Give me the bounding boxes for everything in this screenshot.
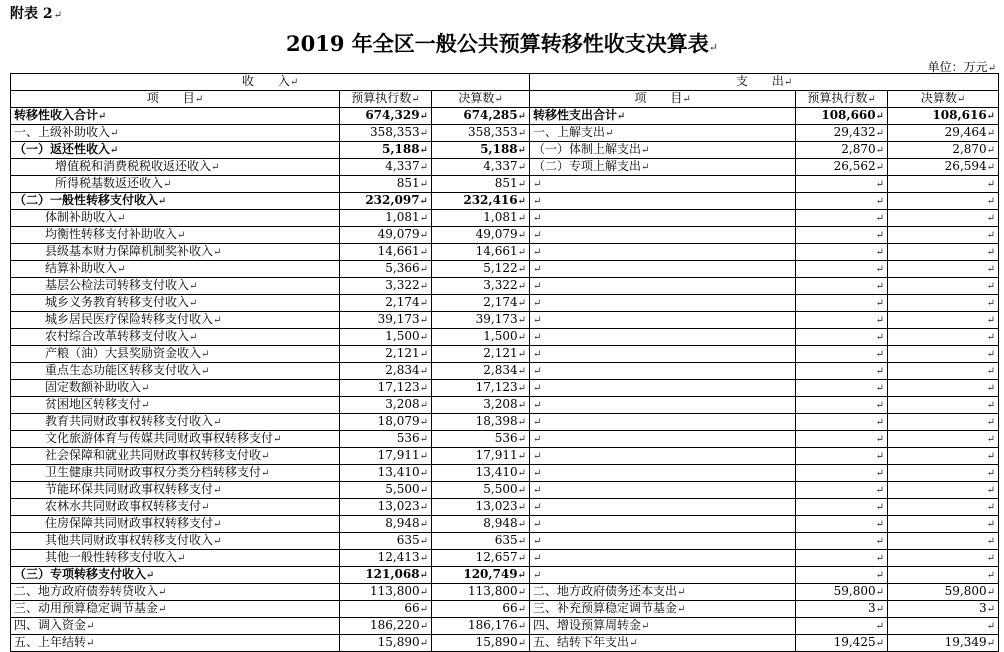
expense-budget-cell: ↵	[796, 193, 888, 210]
table-row	[11, 125, 999, 142]
table-row	[11, 261, 999, 278]
expense-final-cell: 29,464↵	[888, 125, 999, 142]
table-row	[11, 159, 999, 176]
section-header-row	[11, 74, 999, 91]
income-item-cell: 二、地方政府债券转贷收入↵	[11, 584, 340, 601]
income-item-cell: 三、动用预算稳定调节基金↵	[11, 601, 340, 618]
expense-budget-cell: ↵	[796, 550, 888, 567]
expense-item-cell: ↵	[530, 465, 796, 482]
expense-item-cell: ↵	[530, 227, 796, 244]
table-row	[11, 465, 999, 482]
expense-budget-cell: ↵	[796, 499, 888, 516]
expense-final-cell: ↵	[888, 295, 999, 312]
income-item-cell: 社会保障和就业共同财政事权转移支付收↵	[11, 448, 340, 465]
table-row	[11, 380, 999, 397]
income-budget-cell: 66↵	[340, 601, 432, 618]
income-final-cell: 2,174↵	[432, 295, 530, 312]
table-row	[11, 312, 999, 329]
income-final-cell: 851↵	[432, 176, 530, 193]
income-item-cell: 节能环保共同财政事权转移支付↵	[11, 482, 340, 499]
income-final-cell: 120,749↵	[432, 567, 530, 584]
table-row	[11, 397, 999, 414]
expense-item-cell: ↵	[530, 567, 796, 584]
income-final-cell: 1,500↵	[432, 329, 530, 346]
unit-label: 单位：万元↵	[927, 60, 996, 74]
income-item-cell: 转移性收入合计↵	[11, 108, 340, 125]
expense-final-cell: ↵	[888, 465, 999, 482]
expense-budget-cell: ↵	[796, 618, 888, 635]
expense-final-cell: ↵	[888, 533, 999, 550]
expense-item-cell: ↵	[530, 431, 796, 448]
expense-final-cell: ↵	[888, 176, 999, 193]
expense-final-cell: ↵	[888, 397, 999, 414]
income-final-cell: 66↵	[432, 601, 530, 618]
expense-budget-cell: ↵	[796, 261, 888, 278]
income-item-cell: 基层公检法司转移支付收入↵	[11, 278, 340, 295]
income-budget-cell: 536↵	[340, 431, 432, 448]
income-final-cell: 2,121↵	[432, 346, 530, 363]
income-budget-cell: 851↵	[340, 176, 432, 193]
expense-budget-cell: ↵	[796, 244, 888, 261]
expense-final-cell: ↵	[888, 380, 999, 397]
income-budget-cell: 186,220↵	[340, 618, 432, 635]
income-item-cell: 四、调入资金↵	[11, 618, 340, 635]
income-budget-cell: 12,413↵	[340, 550, 432, 567]
income-budget-cell: 13,023↵	[340, 499, 432, 516]
expense-budget-cell: ↵	[796, 516, 888, 533]
income-budget-cell: 1,500↵	[340, 329, 432, 346]
income-budget-cell: 2,121↵	[340, 346, 432, 363]
income-budget-cell: 14,661↵	[340, 244, 432, 261]
income-budget-cell: 4,337↵	[340, 159, 432, 176]
income-item-cell: 城乡居民医疗保险转移支付收入↵	[11, 312, 340, 329]
column-header-row	[11, 91, 999, 108]
income-final-cell: 635↵	[432, 533, 530, 550]
expense-item-cell: ↵	[530, 295, 796, 312]
expense-final-cell: 59,800↵	[888, 584, 999, 601]
expense-budget-cell: ↵	[796, 278, 888, 295]
expense-budget-cell: ↵	[796, 210, 888, 227]
table-row	[11, 193, 999, 210]
income-budget-cell: 39,173↵	[340, 312, 432, 329]
income-final-cell: 358,353↵	[432, 125, 530, 142]
expense-final-cell: ↵	[888, 550, 999, 567]
expense-item-cell: ↵	[530, 346, 796, 363]
expense-item-cell: ↵	[530, 176, 796, 193]
table-row	[11, 227, 999, 244]
expense-budget-cell: ↵	[796, 295, 888, 312]
table-row	[11, 414, 999, 431]
expense-final-cell: ↵	[888, 261, 999, 278]
income-final-cell: 13,023↵	[432, 499, 530, 516]
table-row	[11, 516, 999, 533]
expense-budget-cell: ↵	[796, 329, 888, 346]
table-row	[11, 448, 999, 465]
income-final-cell: 39,173↵	[432, 312, 530, 329]
expense-budget-cell: ↵	[796, 346, 888, 363]
expense-final-cell: ↵	[888, 329, 999, 346]
income-final-cell: 13,410↵	[432, 465, 530, 482]
income-budget-cell: 17,123↵	[340, 380, 432, 397]
attachment-label: 附表 2↵	[10, 6, 63, 22]
expense-budget-cell: 3↵	[796, 601, 888, 618]
expense-budget-cell: ↵	[796, 567, 888, 584]
expense-item-cell: 三、补充预算稳定调节基金↵	[530, 601, 796, 618]
expense-item-cell: ↵	[530, 244, 796, 261]
expense-final-cell: 108,616↵	[888, 108, 999, 125]
income-item-cell: 重点生态功能区转移支付收入↵	[11, 363, 340, 380]
income-budget-cell: 15,890↵	[340, 635, 432, 652]
income-final-cell: 18,398↵	[432, 414, 530, 431]
expense-item-cell: ↵	[530, 499, 796, 516]
income-final-cell: 3,322↵	[432, 278, 530, 295]
table-row	[11, 618, 999, 635]
income-item-cell: 增值税和消费税税收返还收入↵	[11, 159, 340, 176]
expense-final-cell: ↵	[888, 244, 999, 261]
table-row	[11, 142, 999, 159]
income-final-cell: 186,176↵	[432, 618, 530, 635]
income-item-cell: 教育共同财政事权转移支付收入↵	[11, 414, 340, 431]
expense-final-cell: ↵	[888, 414, 999, 431]
expense-budget-cell: ↵	[796, 312, 888, 329]
expense-final-cell: ↵	[888, 448, 999, 465]
expense-item-cell: （二）专项上解支出↵	[530, 159, 796, 176]
income-item-cell: 住房保障共同财政事权转移支付↵	[11, 516, 340, 533]
income-budget-cell: 113,800↵	[340, 584, 432, 601]
income-item-cell: 农村综合改革转移支付收入↵	[11, 329, 340, 346]
expense-budget-cell: ↵	[796, 176, 888, 193]
expense-final-cell: ↵	[888, 312, 999, 329]
table-row	[11, 295, 999, 312]
table-row	[11, 176, 999, 193]
income-final-cell: 49,079↵	[432, 227, 530, 244]
expense-final-cell: ↵	[888, 567, 999, 584]
income-budget-cell: 121,068↵	[340, 567, 432, 584]
income-budget-cell: 232,097↵	[340, 193, 432, 210]
expense-final-cell: ↵	[888, 482, 999, 499]
income-budget-cell: 674,329↵	[340, 108, 432, 125]
income-item-cell: （三）专项转移支付收入↵	[11, 567, 340, 584]
table-row	[11, 278, 999, 295]
table-row	[11, 108, 999, 125]
income-item-cell: （二）一般性转移支付收入↵	[11, 193, 340, 210]
expense-budget-cell: ↵	[796, 448, 888, 465]
expense-budget-cell: ↵	[796, 533, 888, 550]
budget-table	[10, 73, 999, 652]
table-row	[11, 244, 999, 261]
table-row	[11, 550, 999, 567]
income-final-cell: 5,500↵	[432, 482, 530, 499]
expense-item-cell: 五、结转下年支出↵	[530, 635, 796, 652]
expense-final-header: 决算数↵	[888, 91, 999, 108]
expense-final-cell: ↵	[888, 193, 999, 210]
income-budget-cell: 5,188↵	[340, 142, 432, 159]
income-budget-header: 预算执行数↵	[340, 91, 432, 108]
expense-final-cell: ↵	[888, 516, 999, 533]
expense-item-cell: ↵	[530, 278, 796, 295]
income-item-cell: 产粮（油）大县奖励资金收入↵	[11, 346, 340, 363]
expense-budget-cell: 59,800↵	[796, 584, 888, 601]
table-row	[11, 210, 999, 227]
table-row	[11, 635, 999, 652]
table-row	[11, 584, 999, 601]
income-budget-cell: 49,079↵	[340, 227, 432, 244]
income-budget-cell: 358,353↵	[340, 125, 432, 142]
expense-budget-cell: ↵	[796, 431, 888, 448]
income-final-cell: 17,123↵	[432, 380, 530, 397]
income-budget-cell: 18,079↵	[340, 414, 432, 431]
expense-item-cell: ↵	[530, 363, 796, 380]
expense-final-cell: ↵	[888, 618, 999, 635]
expense-final-cell: 26,594↵	[888, 159, 999, 176]
table-row	[11, 533, 999, 550]
expense-budget-cell: 26,562↵	[796, 159, 888, 176]
expense-final-cell: ↵	[888, 278, 999, 295]
income-final-cell: 14,661↵	[432, 244, 530, 261]
expense-item-cell: 转移性支出合计↵	[530, 108, 796, 125]
income-item-cell: 结算补助收入↵	[11, 261, 340, 278]
expense-item-cell: ↵	[530, 261, 796, 278]
page-title: 2019 年全区一般公共预算转移性收支决算表↵	[286, 31, 718, 56]
expense-budget-cell: 2,870↵	[796, 142, 888, 159]
income-budget-cell: 1,081↵	[340, 210, 432, 227]
expense-final-cell: ↵	[888, 227, 999, 244]
income-budget-cell: 635↵	[340, 533, 432, 550]
expense-final-cell: ↵	[888, 499, 999, 516]
income-final-cell: 15,890↵	[432, 635, 530, 652]
expense-item-cell: ↵	[530, 397, 796, 414]
income-item-cell: 一、上级补助收入↵	[11, 125, 340, 142]
income-budget-cell: 2,174↵	[340, 295, 432, 312]
table-row	[11, 363, 999, 380]
expense-item-cell: ↵	[530, 329, 796, 346]
income-item-cell: 卫生健康共同财政事权分类分档转移支付↵	[11, 465, 340, 482]
income-item-cell: 文化旅游体育与传媒共同财政事权转移支付↵	[11, 431, 340, 448]
income-final-cell: 4,337↵	[432, 159, 530, 176]
expense-final-cell: ↵	[888, 363, 999, 380]
income-final-cell: 5,122↵	[432, 261, 530, 278]
income-budget-cell: 2,834↵	[340, 363, 432, 380]
table-row	[11, 431, 999, 448]
income-budget-cell: 3,322↵	[340, 278, 432, 295]
expense-budget-cell: 29,432↵	[796, 125, 888, 142]
income-item-cell: （一）返还性收入↵	[11, 142, 340, 159]
income-final-cell: 5,188↵	[432, 142, 530, 159]
income-final-cell: 1,081↵	[432, 210, 530, 227]
income-final-cell: 2,834↵	[432, 363, 530, 380]
expense-budget-cell: 108,660↵	[796, 108, 888, 125]
table-row	[11, 499, 999, 516]
income-item-cell: 其他一般性转移支付收入↵	[11, 550, 340, 567]
income-item-cell: 县级基本财力保障机制奖补收入↵	[11, 244, 340, 261]
expense-item-cell: ↵	[530, 482, 796, 499]
table-row	[11, 346, 999, 363]
expense-budget-cell: 19,425↵	[796, 635, 888, 652]
expense-item-cell: ↵	[530, 414, 796, 431]
expense-item-cell: ↵	[530, 533, 796, 550]
expense-item-cell: ↵	[530, 380, 796, 397]
income-item-cell: 农林水共同财政事权转移支付↵	[11, 499, 340, 516]
income-item-cell: 所得税基数返还收入↵	[11, 176, 340, 193]
income-final-cell: 113,800↵	[432, 584, 530, 601]
expense-section-header: 支 出↵	[530, 74, 999, 91]
table-row	[11, 482, 999, 499]
income-item-cell: 均衡性转移支付补助收入↵	[11, 227, 340, 244]
income-final-cell: 3,208↵	[432, 397, 530, 414]
table-row	[11, 329, 999, 346]
income-final-cell: 536↵	[432, 431, 530, 448]
income-final-cell: 12,657↵	[432, 550, 530, 567]
expense-final-cell: 2,870↵	[888, 142, 999, 159]
expense-budget-cell: ↵	[796, 397, 888, 414]
income-item-cell: 城乡义务教育转移支付收入↵	[11, 295, 340, 312]
expense-final-cell: 19,349↵	[888, 635, 999, 652]
table-row	[11, 601, 999, 618]
expense-item-cell: 二、地方政府债务还本支出↵	[530, 584, 796, 601]
expense-item-cell: （一）体制上解支出↵	[530, 142, 796, 159]
income-item-cell: 五、上年结转↵	[11, 635, 340, 652]
expense-item-cell: ↵	[530, 193, 796, 210]
expense-item-cell: ↵	[530, 550, 796, 567]
income-budget-cell: 13,410↵	[340, 465, 432, 482]
expense-final-cell: ↵	[888, 210, 999, 227]
income-budget-cell: 5,500↵	[340, 482, 432, 499]
income-final-cell: 17,911↵	[432, 448, 530, 465]
expense-budget-cell: ↵	[796, 482, 888, 499]
expense-item-cell: ↵	[530, 448, 796, 465]
income-final-cell: 232,416↵	[432, 193, 530, 210]
expense-item-header: 项 目↵	[530, 91, 796, 108]
income-budget-cell: 5,366↵	[340, 261, 432, 278]
expense-item-cell: ↵	[530, 312, 796, 329]
expense-budget-cell: ↵	[796, 227, 888, 244]
expense-item-cell: ↵	[530, 210, 796, 227]
income-item-cell: 贫困地区转移支付↵	[11, 397, 340, 414]
expense-item-cell: 四、增设预算周转金↵	[530, 618, 796, 635]
expense-budget-cell: ↵	[796, 363, 888, 380]
income-budget-cell: 8,948↵	[340, 516, 432, 533]
expense-budget-cell: ↵	[796, 465, 888, 482]
expense-budget-cell: ↵	[796, 380, 888, 397]
income-item-cell: 其他共同财政事权转移支付收入↵	[11, 533, 340, 550]
income-final-cell: 8,948↵	[432, 516, 530, 533]
income-budget-cell: 3,208↵	[340, 397, 432, 414]
expense-item-cell: 一、上解支出↵	[530, 125, 796, 142]
expense-final-cell: ↵	[888, 346, 999, 363]
income-final-cell: 674,285↵	[432, 108, 530, 125]
income-section-header: 收 入↵	[11, 74, 530, 91]
income-budget-cell: 17,911↵	[340, 448, 432, 465]
expense-budget-cell: ↵	[796, 414, 888, 431]
expense-budget-header: 预算执行数↵	[796, 91, 888, 108]
expense-final-cell: ↵	[888, 431, 999, 448]
income-item-cell: 固定数额补助收入↵	[11, 380, 340, 397]
expense-item-cell: ↵	[530, 516, 796, 533]
income-item-header: 项 目↵	[11, 91, 340, 108]
income-item-cell: 体制补助收入↵	[11, 210, 340, 227]
expense-final-cell: 3↵	[888, 601, 999, 618]
table-row	[11, 567, 999, 584]
income-final-header: 决算数↵	[432, 91, 530, 108]
